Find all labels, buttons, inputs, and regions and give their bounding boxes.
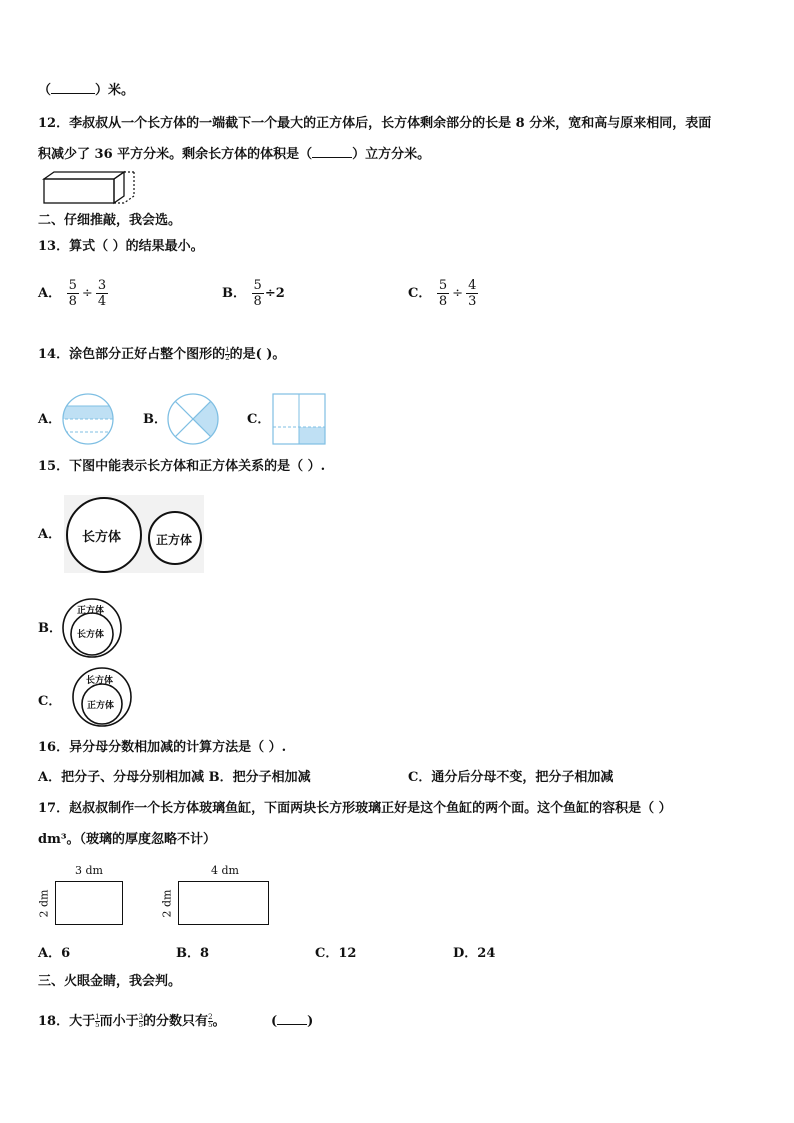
q14-stem: 14．涂色部分正好占整个图形的 $\frac{1}{2}$ 的是( )。 — [38, 346, 286, 362]
fraction: $\frac{4}{3}$ — [468, 278, 477, 309]
q13-option-a[interactable]: A． $\frac{5}{8}$ ÷ $\frac{3}{4}$ — [38, 278, 107, 309]
q15-option-c-label[interactable]: C． — [38, 694, 62, 709]
q13-option-b[interactable]: B． $\frac{5}{8}$ ÷2 — [222, 278, 285, 309]
answer-blank[interactable] — [51, 93, 95, 94]
q18-stem: 18．大于 $\frac{1}{5}$ 而小于 $\frac{3}{5}$ 的分数只有 $\frac{2}{5}$ 。 — [38, 1013, 226, 1029]
q13-option-c[interactable]: C． $\frac{5}{8}$ ÷ $\frac{4}{3}$ — [408, 278, 477, 309]
circle-label: 正方体 — [156, 533, 193, 547]
circle-label: 长方体 — [77, 630, 105, 640]
fraction: $\frac{3}{4}$ — [97, 278, 107, 309]
q13-stem: 13．算式（ ）的结果最小。 — [38, 239, 204, 254]
q12-line2: 积减少了 36 平方分米。剩余长方体的体积是（ ）立方分米。 — [38, 147, 431, 162]
fraction: $\frac{5}{8}$ — [68, 278, 77, 309]
glass-rect-1 — [38, 864, 138, 934]
q15-option-a-label[interactable]: A． — [38, 527, 62, 542]
q17-option-c[interactable]: C．12 — [315, 946, 357, 961]
q15-option-b-diagram[interactable] — [61, 597, 125, 661]
q14-option-c-label[interactable]: C． — [247, 412, 271, 427]
glass-rect-2 — [161, 864, 281, 934]
q17-line2: dm³。（玻璃的厚度忽略不计） — [38, 832, 217, 847]
circle-label: 正方体 — [87, 701, 115, 711]
fraction: $\frac{2}{5}$ — [208, 1013, 213, 1029]
q17-option-d[interactable]: D．24 — [453, 946, 496, 961]
circle-label: 正方体 — [77, 606, 105, 616]
answer-blank[interactable] — [312, 157, 352, 158]
q17-option-a[interactable]: A．6 — [38, 946, 71, 961]
q17-line1: 17．赵叔叔制作一个长方体玻璃鱼缸，下面两块长方形玻璃正好是这个鱼缸的两个面。这个鱼缸的容积是（ ） — [38, 801, 672, 816]
fraction: $\frac{1}{2}$ — [225, 346, 230, 362]
q15-stem: 15．下图中能表示长方体和正方体关系的是（ ）. — [38, 459, 326, 474]
q15-option-a-diagram[interactable] — [64, 495, 204, 573]
q15-option-b-label[interactable]: B． — [38, 621, 62, 636]
section-3-heading: 三、火眼金睛，我会判。 — [38, 974, 182, 989]
q11-tail: （ ）米。 — [38, 83, 135, 98]
q17-option-b[interactable]: B．8 — [176, 946, 210, 961]
dimension-label: 4 dm — [211, 864, 239, 877]
dimension-label: 2 dm — [37, 889, 51, 918]
cuboid-figure — [42, 171, 142, 207]
circle-quarter-shaded[interactable] — [165, 393, 221, 445]
q12-line1: 12．李叔叔从一个长方体的一端截下一个最大的正方体后，长方体剩余部分的长是 8 分米，宽和高与原来相同，表面 — [38, 116, 712, 131]
fraction: $\frac{5}{8}$ — [438, 278, 448, 309]
circle-label: 长方体 — [82, 530, 122, 545]
fraction: $\frac{1}{5}$ — [95, 1013, 100, 1029]
q16-option-c[interactable]: C．通分后分母不变，把分子相加减 — [408, 770, 614, 785]
rectangle — [55, 881, 123, 925]
circle-horizontal-strip-shaded[interactable] — [60, 393, 116, 445]
rectangle — [178, 881, 269, 925]
q16-options-ab[interactable]: A．把分子、分母分别相加减 B．把分子相加减 — [38, 770, 311, 785]
q18-answer-blank[interactable]: ( ) — [271, 1014, 314, 1029]
square-corner-shaded[interactable] — [272, 393, 326, 445]
section-2-heading: 二、仔细推敲，我会选。 — [38, 213, 182, 228]
dimension-label: 2 dm — [160, 889, 174, 918]
q15-option-c-diagram[interactable] — [71, 667, 135, 729]
fraction: $\frac{5}{8}$ — [253, 278, 262, 309]
dimension-label: 3 dm — [75, 864, 103, 877]
q14-option-a-label[interactable]: A． — [38, 412, 62, 427]
fraction: $\frac{3}{5}$ — [138, 1013, 144, 1029]
circle-label: 长方体 — [86, 676, 114, 686]
q16-stem: 16．异分母分数相加减的计算方法是（ ）. — [38, 740, 287, 755]
q14-option-b-label[interactable]: B． — [143, 412, 167, 427]
